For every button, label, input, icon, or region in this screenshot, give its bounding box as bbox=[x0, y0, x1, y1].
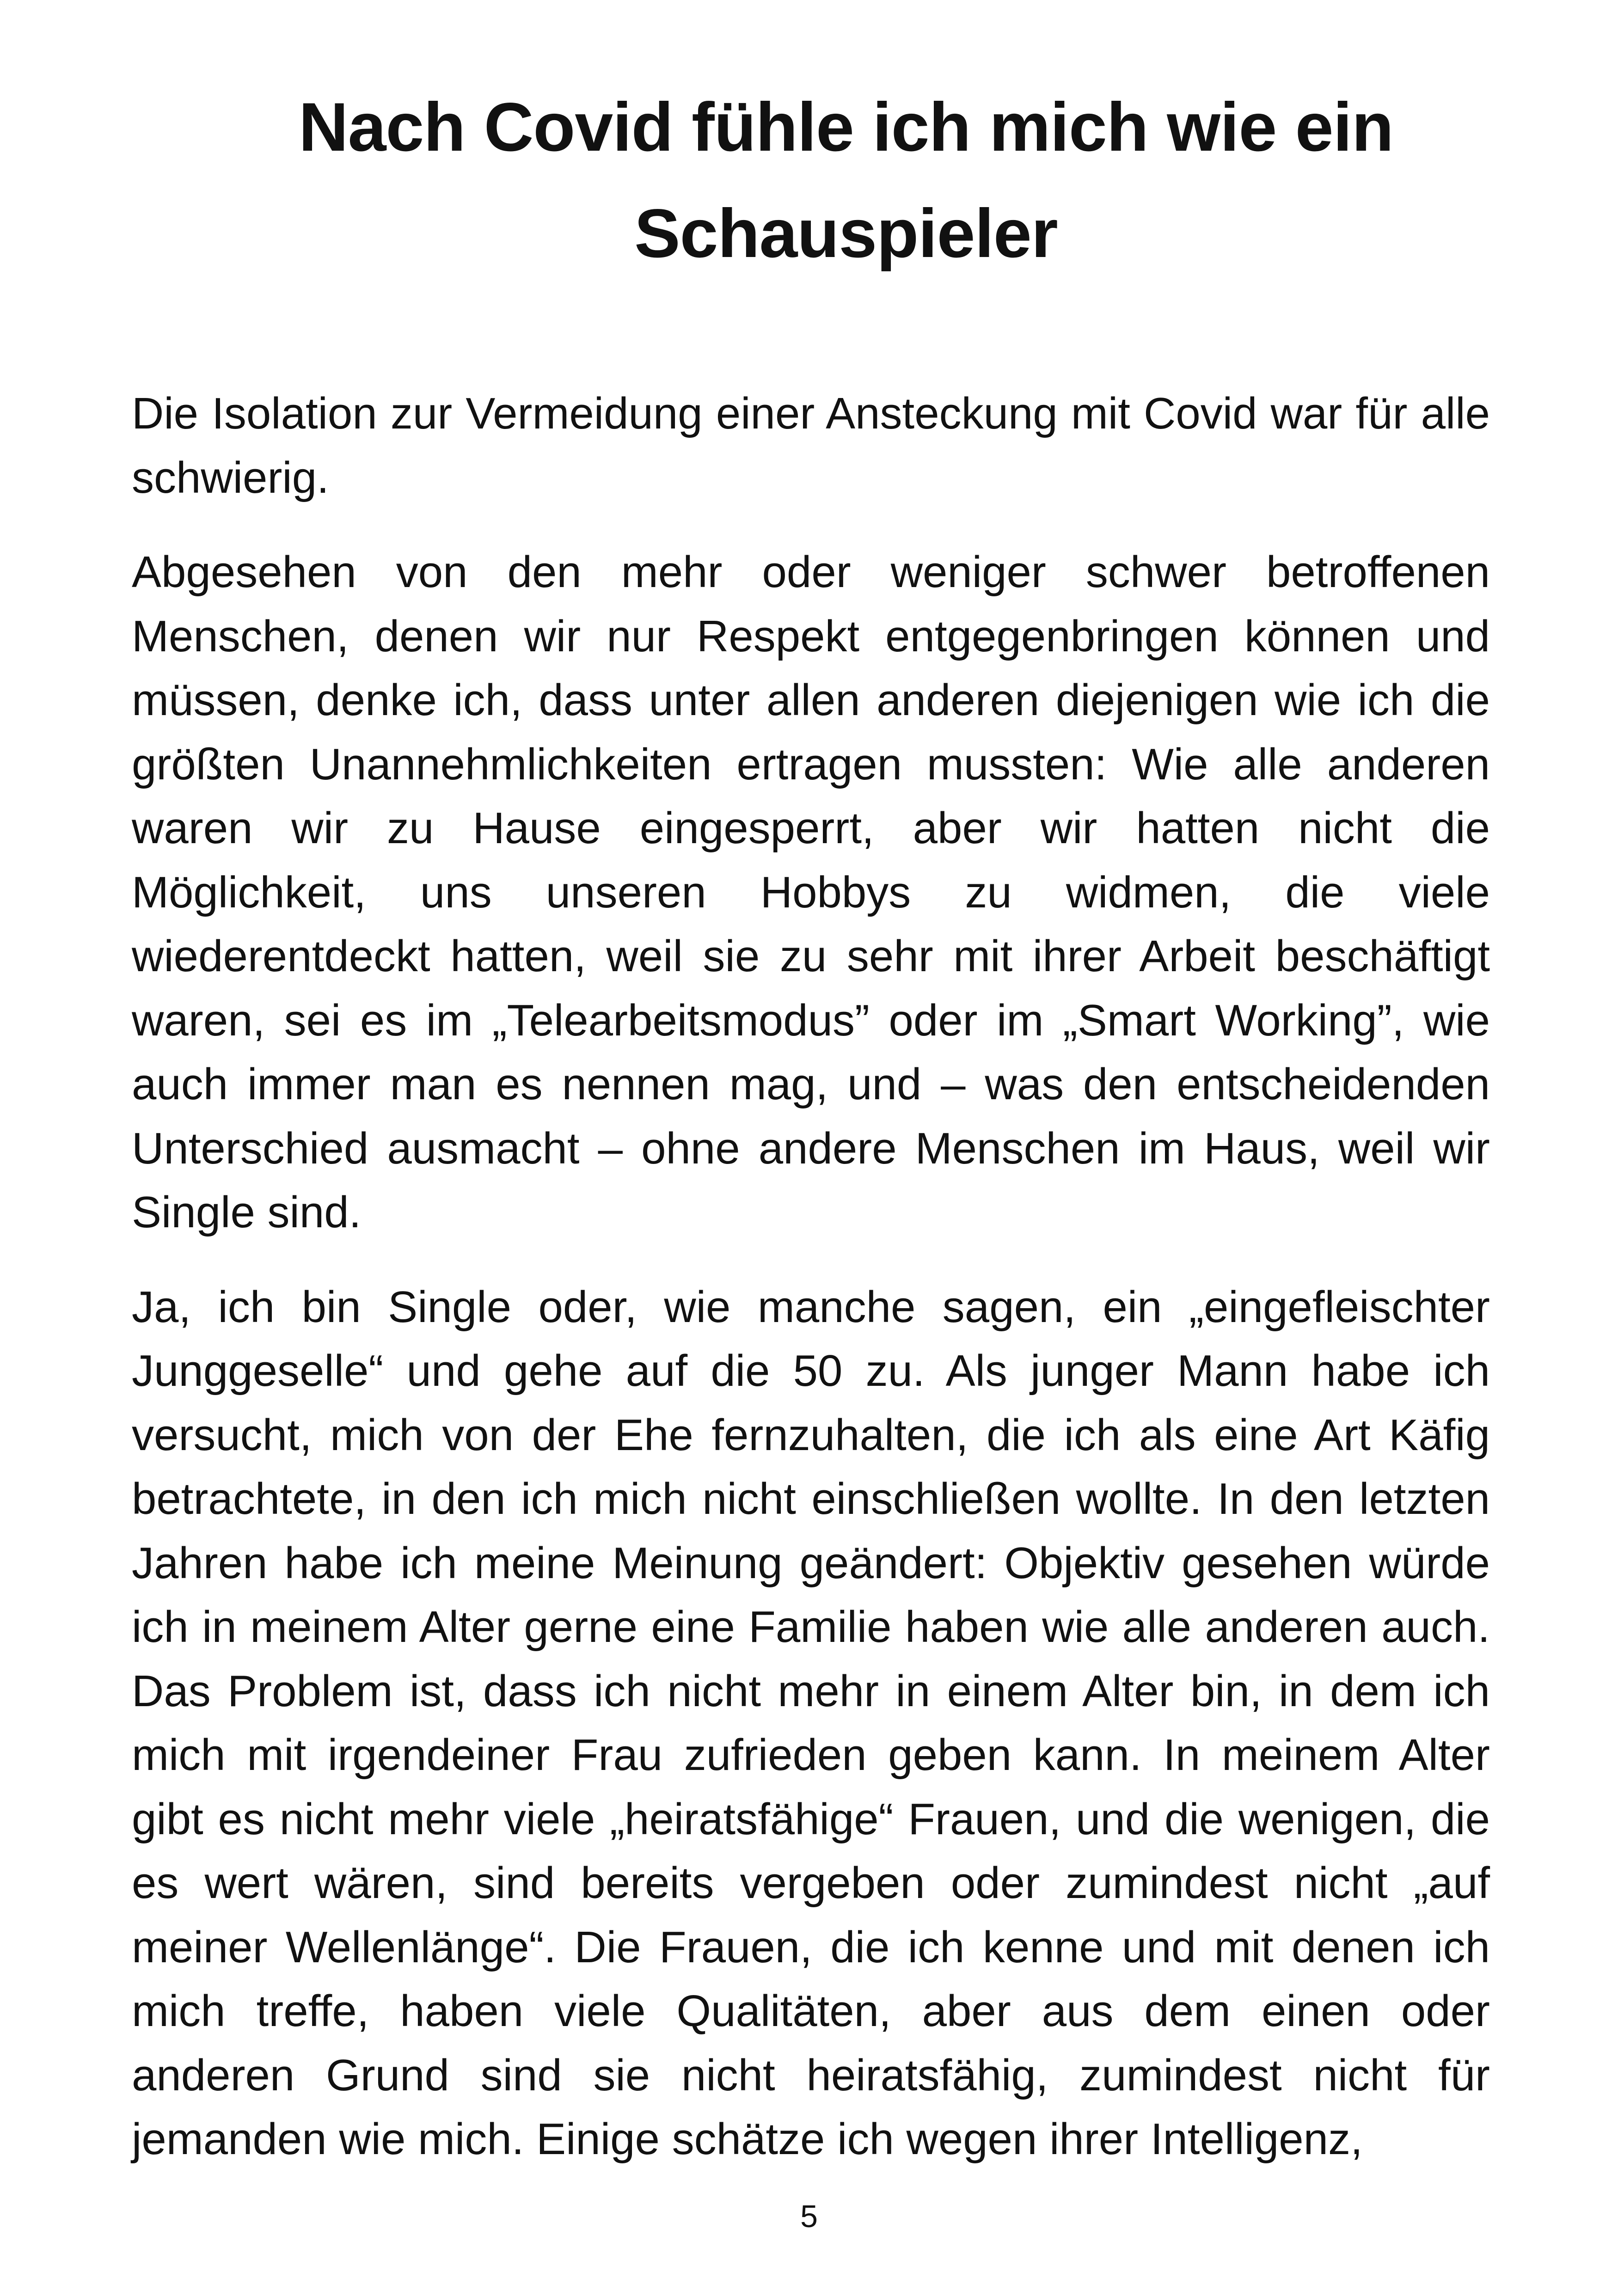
paragraph-1: Die Isolation zur Vermeidung einer Ansteckung mit Covid war für alle schwierig. bbox=[132, 389, 1490, 502]
paragraph-2: Abgesehen von den mehr oder weniger schwer betroffenen Menschen, denen wir nur Respekt entgegenbringen können und müssen, denke ich, dass unter allen anderen diejenigen wie ich die größten Unannehmlichkeiten ertragen mussten: Wie alle anderen waren wir zu Hause eingesperrt, aber wir hatten nicht die Möglichkeit, uns unseren Hobbys zu widmen, die viele wiederentdeckt hatten, weil sie zu sehr mit ihrer Arbeit beschäftigt waren, sei es im „Telearbeitsmodus” oder im „Smart Working”, wie auch immer man es nennen mag, und – was den entscheidenden Unterschied ausmacht – ohne andere Menschen im Haus, weil wir Single sind. bbox=[132, 547, 1490, 1237]
page-number: 5 bbox=[800, 2199, 818, 2234]
paragraph-3: Ja, ich bin Single oder, wie manche sagen, ein „eingefleischter Junggeselle“ und gehe auf die 50 zu. Als junger Mann habe ich versucht, mich von der Ehe fernzuhalten, die ich als eine Art Käfig betrachtete, in den ich mich nicht einschließen wollte. In den letzten Jahren habe ich meine Meinung geändert: Objektiv gesehen würde ich in meinem Alter gerne eine Familie haben wie alle anderen auch. Das Problem ist, dass ich nicht mehr in einem Alter bin, in dem ich mich mit irgendeiner Frau zufrieden geben kann. In meinem Alter gibt es nicht mehr viele „heiratsfähige“ Frauen, und die wenigen, die es wert wären, sind bereits vergeben oder zumindest nicht „auf meiner Wellenlänge“. Die Frauen, die ich kenne und mit denen ich mich treffe, haben viele Qualitäten, aber aus dem einen oder anderen Grund sind sie nicht heiratsfähig, zumindest nicht für jemanden wie mich. Einige schätze ich wegen ihrer Intelligenz, bbox=[132, 1282, 1490, 2164]
page-title: Nach Covid fühle ich mich wie ein Schauspieler bbox=[298, 88, 1394, 272]
body-text bbox=[132, 382, 1490, 2202]
